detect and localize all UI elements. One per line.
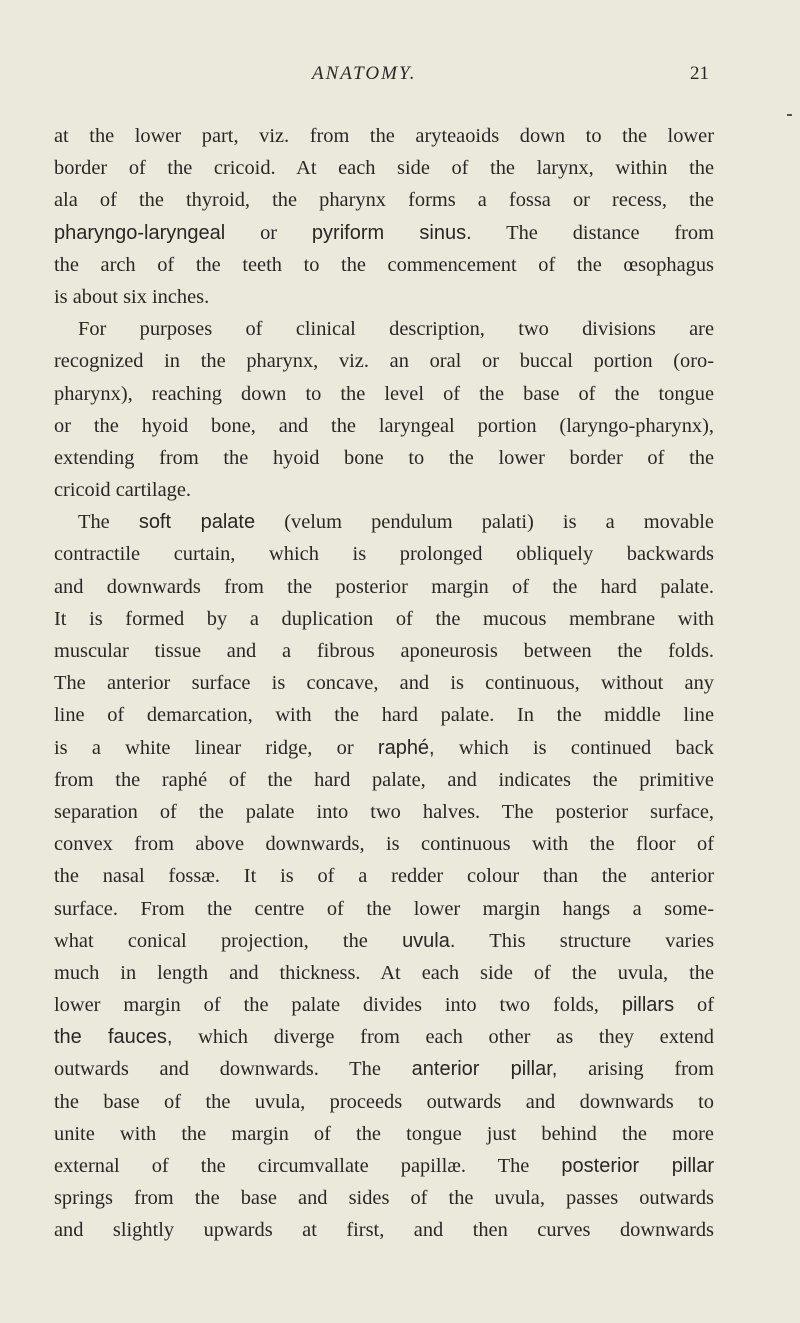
text-line: and slightly upwards at first, and then curves downwards (54, 1219, 714, 1242)
text-line: from the raphé of the hard palate, and indicates the primitive (54, 768, 714, 791)
text-run: (velum pendulum palati) is a movable (255, 511, 714, 534)
text-line (54, 1021, 714, 1053)
margin-mark (787, 114, 792, 116)
text-line: and downwards from the posterior margin of the hard palate. (54, 575, 714, 598)
text-line: contractile curtain, which is prolonged obliquely backwards (54, 543, 714, 566)
text-line: the arch of the teeth to the commencement of the œsophagus (54, 253, 714, 276)
bold-term: raphé, (377, 736, 435, 759)
text-line: border of the cricoid. At each side of the larynx, within the (54, 157, 714, 180)
text-line: unite with the margin of the tongue just behind the more (54, 1122, 714, 1145)
text-line (54, 1150, 714, 1182)
text-run: of (674, 994, 714, 1017)
text-line: muscular tissue and a fibrous aponeurosis between the folds. (54, 640, 714, 662)
text-run: which diverge from each other as they extend (172, 1026, 714, 1049)
running-title: ANATOMY. (312, 63, 417, 84)
text-run: This structure varies (455, 929, 714, 952)
text-line: surface. From the centre of the lower margin hangs a some- (54, 897, 714, 920)
text-line: the base of the uvula, proceeds outwards and downwards to (54, 1090, 714, 1113)
text-line: separation of the palate into two halves. The posterior surface, (54, 800, 714, 823)
text-line: The anterior surface is concave, and is continuous, without any (54, 672, 714, 695)
text-line: extending from the hyoid bone to the lower border of the (54, 446, 714, 469)
text-run: external of the circumvallate papillæ. The (54, 1155, 562, 1177)
text-line: at the lower part, viz. from the aryteaoids down to the lower (54, 125, 714, 147)
bold-term: uvula. (402, 929, 456, 952)
text-line: cricoid cartilage. (54, 479, 191, 502)
text-line: outwards and downwards. The anterior pillar, arising from (54, 1058, 714, 1081)
text-line: recognized in the pharynx, viz. an oral or buccal portion (oro- (54, 350, 714, 373)
text-run: The (78, 511, 139, 534)
text-line: ala of the thyroid, the pharynx forms a fossa or recess, the (54, 189, 714, 212)
text-run: lower margin of the palate divides into two folds, (54, 994, 622, 1017)
text-line: the nasal fossæ. It is of a redder colour than the anterior (54, 865, 714, 888)
text-line: For purposes of clinical description, two divisions are (78, 318, 714, 341)
text-line (54, 989, 714, 1021)
text-line (54, 732, 714, 764)
page-number: 21 (690, 63, 709, 84)
bold-term: the fauces, (54, 1026, 173, 1049)
text-line: pharynx), reaching down to the level of the base of the tongue (54, 382, 714, 405)
text-run: which is continued back (434, 736, 714, 759)
text-line: or the hyoid bone, and the laryngeal portion (laryngo-pharynx), (54, 414, 714, 437)
text-line (54, 217, 714, 249)
bold-term: posterior pillar (561, 1155, 714, 1177)
bold-term: anterior pillar, (411, 1058, 558, 1081)
text-line: line of demarcation, with the hard palate. In the middle line (54, 704, 714, 727)
text-line: much in length and thickness. At each side of the uvula, the (54, 961, 714, 984)
bold-term: pharyngo-laryngeal (54, 221, 226, 244)
text-run: what conical projection, the (54, 929, 403, 952)
bold-term: soft palate (138, 511, 256, 534)
text-run: or (225, 221, 312, 244)
text-line (54, 506, 714, 538)
text-line: It is formed by a duplication of the mucous membrane with (54, 607, 714, 630)
bold-term: pyriform sinus. (311, 221, 472, 244)
text-run: The distance from (471, 221, 714, 244)
text-line: springs from the base and sides of the uvula, passes outwards (54, 1187, 714, 1210)
text-line (54, 925, 714, 957)
body-text (54, 120, 714, 1247)
text-run: is a white linear ridge, or (54, 736, 378, 759)
bold-term: pillars (621, 994, 675, 1017)
text-line: convex from above downwards, is continuous with the floor of (54, 833, 714, 856)
text-line: is about six inches. (54, 285, 210, 308)
